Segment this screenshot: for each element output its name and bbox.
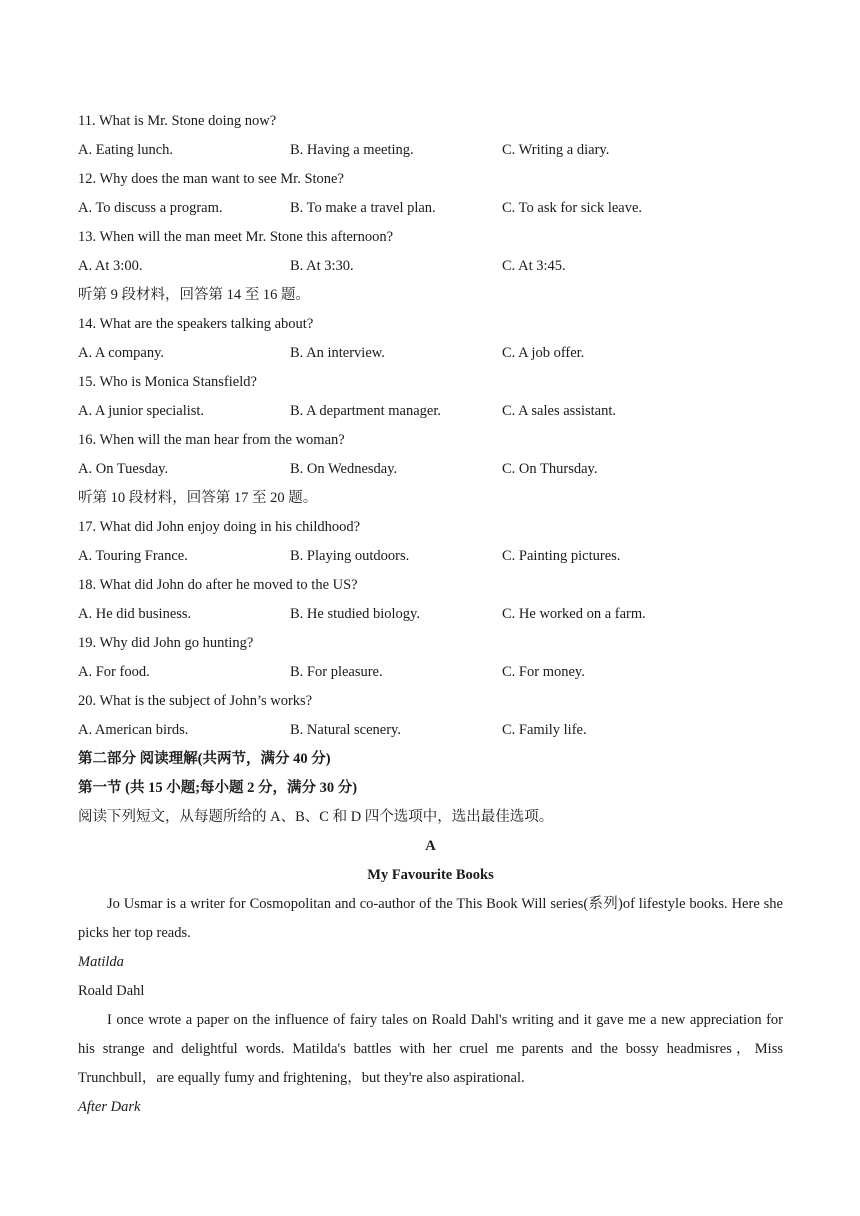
option-b: B. Playing outdoors. xyxy=(290,548,410,564)
question-stem: 15. Who is Monica Stansfield? xyxy=(78,374,257,390)
book-title: Matilda xyxy=(78,954,124,970)
answer-options xyxy=(78,547,783,576)
option-a: A. Eating lunch. xyxy=(78,142,174,158)
option-b: B. An interview. xyxy=(290,345,385,361)
section-heading: 第一节 (共 15 小题;每小题 2 分，满分 30 分) xyxy=(78,780,358,796)
option-a: A. At 3:00. xyxy=(78,258,143,274)
book-title: After Dark xyxy=(78,1099,141,1115)
answer-options xyxy=(78,402,783,431)
document-page xyxy=(78,112,783,1127)
question-stem: 16. When will the man hear from the woman? xyxy=(78,432,345,448)
option-b: B. On Wednesday. xyxy=(290,461,398,477)
question-stem: 18. What did John do after he moved to the US? xyxy=(78,577,358,593)
option-c: C. At 3:45. xyxy=(502,258,566,274)
option-b: B. Natural scenery. xyxy=(290,722,401,738)
question-stem: 14. What are the speakers talking about? xyxy=(78,316,314,332)
option-b: B. A department manager. xyxy=(290,403,442,419)
answer-options xyxy=(78,605,783,634)
option-b: B. He studied biology. xyxy=(290,606,420,622)
option-c: C. Painting pictures. xyxy=(502,548,621,564)
option-b: B. For pleasure. xyxy=(290,664,383,680)
question-stem: 20. What is the subject of John’s works? xyxy=(78,693,313,709)
option-c: C. Family life. xyxy=(502,722,587,738)
book-review-paragraph: I once wrote a paper on the influence of fairy tales on Roald Dahl's writing and it gave me a new appreciation for his strange and delightful words. Matilda's battles with her cruel me parents and the bossy headmisres，Miss Trunchbull，are equally fumy and frightening，but they're also aspirational. xyxy=(78,1012,783,1086)
option-c: C. For money. xyxy=(502,664,585,680)
answer-options xyxy=(78,663,783,692)
question-stem: 12. Why does the man want to see Mr. Stone? xyxy=(78,171,344,187)
intro-paragraph: Jo Usmar is a writer for Cosmopolitan and co-author of the This Book Will series(系列)of lifestyle books. Here she picks her top reads. xyxy=(78,896,783,941)
option-c: C. A job offer. xyxy=(502,345,585,361)
option-a: A. On Tuesday. xyxy=(78,461,169,477)
question-stem: 11. What is Mr. Stone doing now? xyxy=(78,113,277,129)
answer-options xyxy=(78,460,783,489)
answer-options xyxy=(78,199,783,228)
answer-options xyxy=(78,141,783,170)
option-a: A. To discuss a program. xyxy=(78,200,223,216)
book-author: Roald Dahl xyxy=(78,983,145,999)
option-c: C. Writing a diary. xyxy=(502,142,610,158)
option-b: B. To make a travel plan. xyxy=(290,200,436,216)
question-stem: 13. When will the man meet Mr. Stone this afternoon? xyxy=(78,229,394,245)
option-a: A. For food. xyxy=(78,664,150,680)
option-a: A. A junior specialist. xyxy=(78,403,205,419)
option-b: B. Having a meeting. xyxy=(290,142,414,158)
question-stem: 17. What did John enjoy doing in his childhood? xyxy=(78,519,361,535)
question-stem: 19. Why did John go hunting? xyxy=(78,635,254,651)
option-c: C. On Thursday. xyxy=(502,461,598,477)
answer-options xyxy=(78,257,783,286)
option-c: C. A sales assistant. xyxy=(502,403,616,419)
option-a: A. He did business. xyxy=(78,606,192,622)
answer-options xyxy=(78,721,783,750)
reading-instruction: 阅读下列短文，从每题所给的 A、B、C 和 D 四个选项中，选出最佳选项。 xyxy=(78,809,554,825)
option-b: B. At 3:30. xyxy=(290,258,354,274)
section-instruction: 听第 9 段材料，回答第 14 至 16 题。 xyxy=(78,287,310,303)
section-instruction: 听第 10 段材料，回答第 17 至 20 题。 xyxy=(78,490,318,506)
option-c: C. He worked on a farm. xyxy=(502,606,646,622)
passage-title: My Favourite Books xyxy=(367,867,494,883)
answer-options xyxy=(78,344,783,373)
option-a: A. Touring France. xyxy=(78,548,188,564)
option-a: A. A company. xyxy=(78,345,165,361)
option-c: C. To ask for sick leave. xyxy=(502,200,643,216)
passage-letter: A xyxy=(425,838,436,854)
part-heading: 第二部分 阅读理解(共两节，满分 40 分) xyxy=(78,751,331,767)
option-a: A. American birds. xyxy=(78,722,189,738)
